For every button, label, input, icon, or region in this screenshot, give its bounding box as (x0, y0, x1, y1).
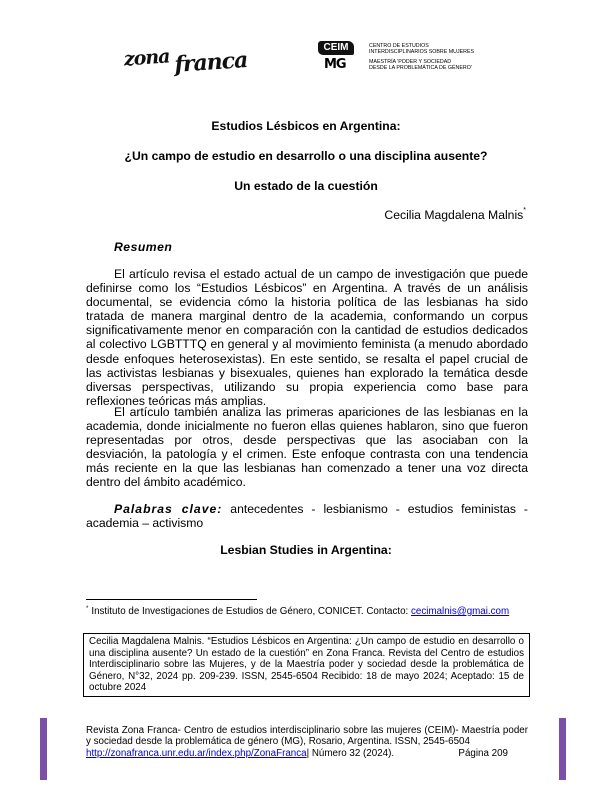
abstract-paragraph-2: El artículo también analiza las primeras apariciones de las lesbianas en la academia, donde inicialmente no fueron ellas quienes hablaron, sino que fueron representadas por otros, desde perspectivas que las asociaban con la desviación, la patología y el crimen. Este enfoque contrasta con una tendencia más reciente en la que las lesbianas han comenzado a tener una voz directa dentro del ámbito académico. (86, 405, 528, 490)
author-name: Cecilia Magdalena Malnis (384, 208, 524, 222)
ceim-line: DESDE LA PROBLEMÁTICA DE GÉNERO' (369, 65, 472, 72)
journal-footer-links: http://zonafranca.unr.edu.ar/index.php/ZonaFranca| Número 32 (2024). Página 209 (86, 748, 508, 759)
footnote-text: Instituto de Investigaciones de Estudios de Género, CONICET. Contacto: (91, 606, 412, 617)
logo-word-zona: zona (123, 45, 171, 71)
mg-mark: MG (324, 57, 346, 72)
ceim-logo (318, 41, 493, 75)
keywords-label: Palabras clave: (114, 502, 223, 516)
left-accent-bar (40, 718, 47, 780)
abstract-heading: Resumen (114, 240, 173, 254)
author-line (384, 208, 526, 222)
ceim-institution-text (369, 43, 499, 72)
contact-email-link[interactable]: cecimalnis@gmai.com (411, 606, 510, 617)
ceim-badge: CEIM (318, 41, 354, 55)
article-subtitle: ¿Un campo de estudio en desarrollo o una disciplina ausente? (124, 149, 488, 163)
footnote (86, 606, 509, 617)
english-title: Lesbian Studies in Argentina: (220, 543, 392, 557)
ceim-line: MAESTRÍA 'PODER Y SOCIEDAD (369, 58, 452, 65)
author-footnote-mark: * (523, 207, 526, 214)
issue-number: Número 32 (2024). (311, 748, 395, 759)
zona-franca-logo (123, 34, 255, 83)
article-section-heading: Un estado de la cuestión (234, 179, 378, 193)
logo-word-franca: franca (173, 46, 249, 79)
ceim-line: INTERDISCIPLINARIOS SOBRE MUJERES (369, 49, 475, 56)
journal-footer-text: Revista Zona Franca- Centro de estudios interdisciplinario sobre las mujeres (CEIM)- Maestría poder y sociedad desde la problemática de género (MG), Rosario, Argentina. ISSN, 2545-6504 (86, 725, 528, 748)
article-title: Estudios Lésbicos en Argentina: (211, 119, 401, 133)
page-number: Página 209 (458, 748, 508, 759)
abstract-paragraph-1: El artículo revisa el estado actual de un campo de investigación que puede definirse como los “Estudios Lésbicos” en Argentina. A través de un análisis documental, se evidencia cómo la historia política de las lesbianas ha sido tratada de manera marginal dentro de la academia, conformando un corpus significativamente menor en comparación con la cantidad de estudios dedicados al colectivo LGBTTTQ en general y al movimiento feminista (a menudo abordado desde enfoques heterosexistas). En este sentido, se resalta el papel crucial de las activistas lesbianas y bisexuales, quienes han explorado la temática desde diversas perspectivas, utilizando su propia experiencia como base para reflexiones teóricas más amplias. (86, 267, 528, 408)
footnote-mark: * (86, 606, 89, 612)
keywords-paragraph (86, 502, 528, 530)
ceim-line: CENTRO DE ESTUDIOS (369, 43, 429, 49)
citation-box: Cecilia Magdalena Malnis. “Estudios Lésbicos en Argentina: ¿Un campo de estudio en desarrollo o una disciplina ausente? Un estado de la cuestión” en Zona Franca. Revista del Centro de estudios Interdisciplinario sobre las Mujeres, y de la Maestría poder y sociedad desde la problemática de Género, N°32, 2024 pp. 209-239. ISSN, 2545-6504 Recibido: 18 de mayo 2024; Aceptado: 15 de octubre 2024 (83, 633, 530, 697)
journal-url-link[interactable]: http://zonafranca.unr.edu.ar/index.php/ZonaFranca (86, 748, 307, 759)
footnote-separator (86, 599, 257, 600)
right-accent-bar (559, 718, 566, 780)
keywords-list: antecedentes - lesbianismo - estudios feministas - academia – activismo (86, 502, 528, 531)
